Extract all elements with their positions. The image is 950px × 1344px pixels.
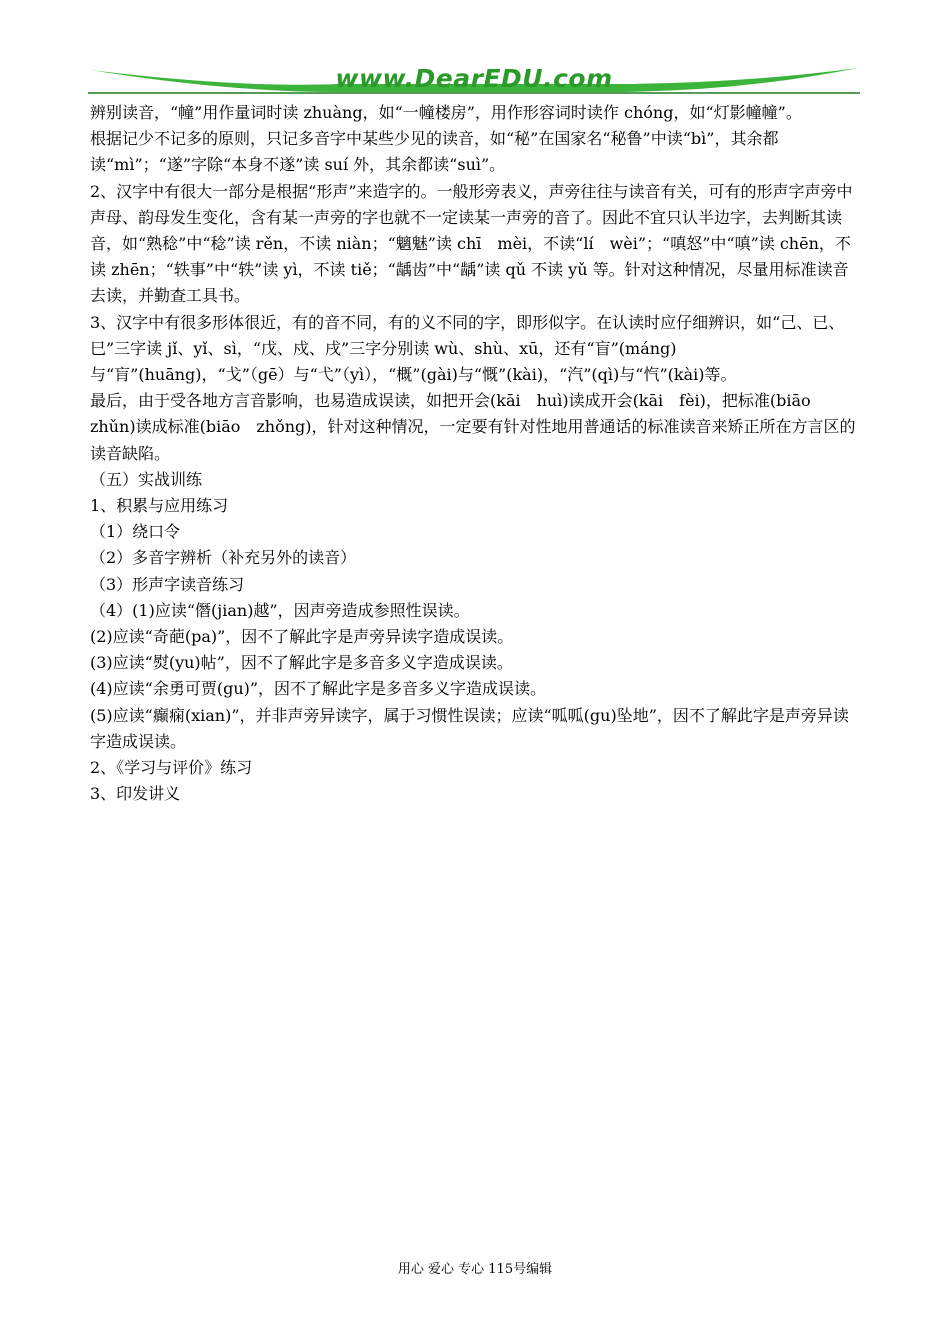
- list-item: （4）(1)应读“僭(jian)越”，因声旁造成参照性误读。: [90, 600, 470, 620]
- paragraph: 最后，由于受各地方言音影响，也易造成误读，如把开会(kāi huì)读成开会(kāi fèi)，把标准(biāo zhǔn)读成标准(biāo zhǒng)，针对这种情况，一定要有针对性地用普通话的标准读音来矫正所在方言区的读音缺陷。: [90, 391, 856, 463]
- list-item: 2、《学习与评价》练习: [90, 758, 253, 778]
- list-item: (5)应读“癫痫(xian)”，并非声旁异读字，属于习惯性误读；应读“呱呱(gu)坠地”，因不了解此字是声旁异读字造成误读。: [90, 705, 849, 751]
- list-item: （3）形声字读音练习: [90, 574, 245, 594]
- list-item: (4)应读“余勇可贾(gu)”，因不了解此字是多音多义字造成误读。: [90, 679, 547, 699]
- list-item: (2)应读“奇葩(pa)”，因不了解此字是声旁异读字造成误读。: [90, 627, 514, 647]
- list-item: (3)应读“熨(yu)帖”，因不了解此字是多音多义字造成误读。: [90, 653, 513, 673]
- paragraph: 辨别读音，“幢”用作量词时读 zhuàng，如“一幢楼房”，用作形容词时读作 chóng，如“灯影幢幢”。: [90, 103, 802, 122]
- list-item: （1）绕口令: [90, 522, 181, 542]
- site-header: [88, 62, 860, 98]
- paragraph: 2、汉字中有很大一部分是根据“形声”来造字的。一般形旁表义，声旁往往与读音有关，可有的形声字声旁中声母、韵母发生变化，含有某一声旁的字也就不一定读某一声旁的音了。因此不宜只认半边字，去判断其读音，如“熟稔”中“稔”读 rěn，不读 niàn；“魑魅”读 chī mèi，不读“lí wèi”；“嗔怒”中“嗔”读 chēn，不读 zhēn；“轶事”中“轶”读 yì，不读 tiě；“龋齿”中“龋”读 qǔ 不读 yǔ 等。针对这种情况，尽量用标准读音去读，并勤查工具书。: [90, 181, 853, 306]
- list-item: （2）多音字辨析（补充另外的读音）: [90, 548, 357, 568]
- paragraph: 根据记少不记多的原则，只记多音字中某些少见的读音，如“秘”在国家名“秘鲁”中读“bì”，其余都读“mì”；“遂”字除“本身不遂”读 suí 外，其余都读“suì”。: [90, 129, 779, 175]
- site-logo-text[interactable]: www.DearEDU.com: [335, 64, 613, 93]
- section-heading: （五）实战训练: [90, 469, 203, 489]
- page-footer: 用心 爱心 专心 115号编辑: [397, 1262, 553, 1277]
- document-body: [90, 100, 862, 807]
- paragraph: 3、汉字中有很多形体很近，有的音不同，有的义不同的字，即形似字。在认读时应仔细辨识，如“己、已、巳”三字读 jǐ、yǐ、sì，“戊、戍、戌”三字分别读 wù、shù、xū，还有“盲”(máng)与“肓”(huāng)，“戈”（gē）与“弋”（yì），“概”(gài)与“慨”(kài)，“汽”(qì)与“忾”(kài)等。: [90, 312, 845, 385]
- list-item: 1、积累与应用练习: [90, 496, 229, 516]
- list-item: 3、印发讲义: [90, 784, 181, 804]
